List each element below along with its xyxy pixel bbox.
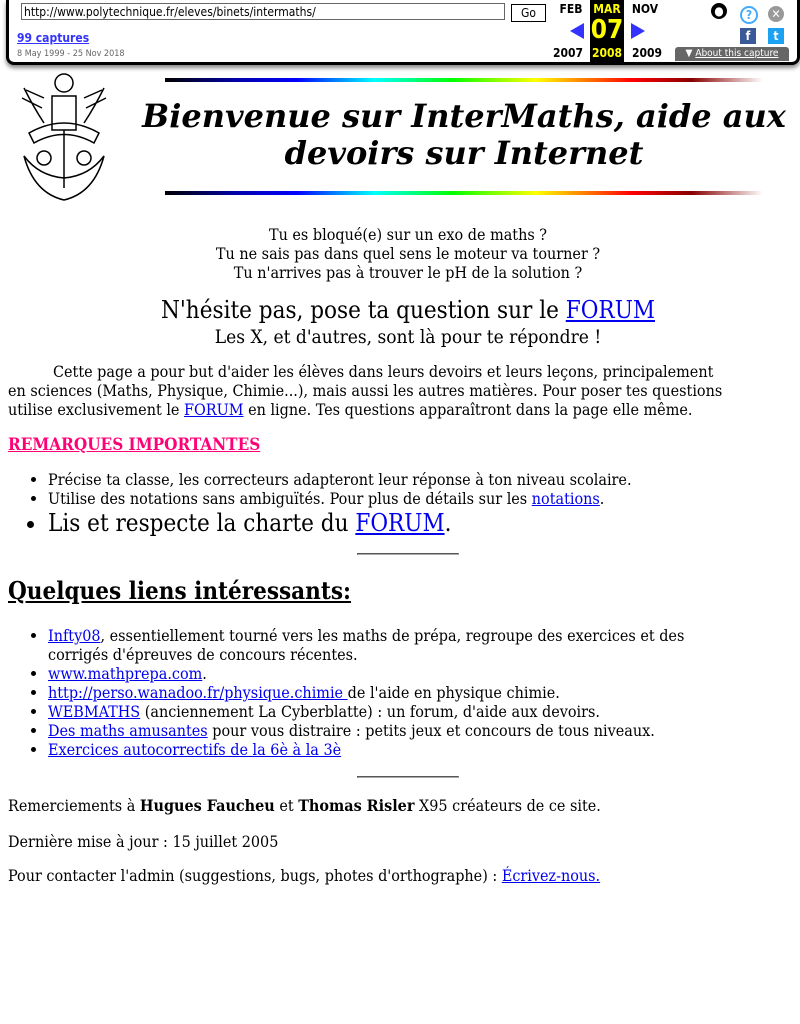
forum-link[interactable]: FORUM bbox=[565, 296, 655, 324]
forum-charter-link[interactable]: FORUM bbox=[355, 509, 445, 537]
question-3: Tu n'arrives pas à trouver le pH de la solution ? bbox=[233, 263, 583, 282]
twitter-icon[interactable]: t bbox=[768, 28, 784, 44]
next-arrow-icon[interactable] bbox=[631, 23, 645, 39]
question-1: Tu es bloqué(e) sur un exo de maths ? bbox=[268, 225, 548, 244]
last-updated: Dernière mise à jour : 15 juillet 2005 bbox=[8, 832, 279, 851]
list-item: • http://perso.wanadoo.fr/physique.chimie de l'aide en physique chimie. bbox=[48, 683, 684, 702]
thanks-text: Remerciements à Hugues Faucheu et Thomas Risler X95 créateurs de ce site. bbox=[8, 796, 601, 815]
remarks-list bbox=[0, 470, 632, 538]
list-item: • Précise ta classe, les correcteurs adapteront leur réponse à ton niveau scolaire. bbox=[48, 470, 632, 489]
forum-cta: N'hésite pas, pose ta question sur le FORUM bbox=[160, 296, 655, 324]
wayback-toolbar bbox=[6, 0, 800, 65]
prev-year[interactable]: 2007 bbox=[552, 46, 584, 60]
exercices-link[interactable]: Exercices autocorrectifs de la 6è à la 3è bbox=[48, 740, 342, 759]
rainbow-divider-bottom bbox=[165, 191, 763, 195]
links-heading: Quelques liens intéressants: bbox=[8, 576, 351, 605]
divider bbox=[357, 553, 459, 555]
go-button[interactable]: Go bbox=[511, 4, 546, 22]
intro-questions bbox=[0, 225, 800, 282]
list-item: • Des maths amusantes pour vous distraire : petits jeux et concours de tous niveaux. bbox=[48, 721, 684, 740]
user-icon[interactable]: ● bbox=[711, 3, 727, 19]
contact-text: Pour contacter l'admin (suggestions, bugs, photes d'orthographe) : Écrivez-nous. bbox=[8, 866, 601, 885]
list-item: • WEBMATHS (anciennement La Cyberblatte) : un forum, d'aide aux devoirs. bbox=[48, 702, 684, 721]
remarks-heading: REMARQUES IMPORTANTES bbox=[8, 435, 261, 455]
webmaths-link[interactable]: WEBMATHS bbox=[48, 702, 141, 721]
current-year: 2008 bbox=[591, 46, 623, 60]
captures-link[interactable]: 99 captures bbox=[17, 31, 90, 45]
polytechnique-crest-logo bbox=[14, 68, 114, 204]
list-item bbox=[48, 740, 684, 759]
question-2: Tu ne sais pas dans quel sens le moteur va tourner ? bbox=[215, 244, 601, 263]
notations-link[interactable]: notations bbox=[531, 489, 600, 508]
links-list bbox=[0, 626, 684, 759]
cta-subtitle: Les X, et d'autres, sont là pour te répondre ! bbox=[214, 326, 602, 348]
facebook-icon[interactable]: f bbox=[740, 28, 756, 44]
intro-paragraph: Cette page a pour but d'aider les élèves dans leurs devoirs et leurs leçons, principalement en sciences (Maths, Physique, Chimie...), mais aussi les autres matières. Pour poser tes questions utilise exclusivement le FORUM en ligne. Tes questions apparaîtront dans la page elle même. bbox=[8, 362, 723, 419]
prev-arrow-icon[interactable] bbox=[570, 23, 584, 39]
next-year[interactable]: 2009 bbox=[631, 46, 663, 60]
next-month[interactable]: NOV bbox=[631, 2, 659, 16]
list-item: • www.mathprepa.com. bbox=[48, 664, 684, 683]
mathprepa-link[interactable]: www.mathprepa.com bbox=[48, 664, 203, 683]
prev-month[interactable]: FEB bbox=[559, 2, 583, 16]
close-icon[interactable]: ✕ bbox=[768, 6, 784, 22]
forum-link-inline[interactable]: FORUM bbox=[184, 400, 244, 419]
divider bbox=[357, 776, 459, 778]
help-icon[interactable]: ? bbox=[740, 6, 758, 24]
list-item: • Lis et respecte la charte du FORUM. bbox=[48, 508, 632, 538]
list-item: • Utilise des notations sans ambiguïtés. Pour plus de détails sur les notations. bbox=[48, 489, 632, 508]
capture-range: 8 May 1999 - 25 Nov 2018 bbox=[17, 49, 125, 59]
url-input[interactable] bbox=[21, 3, 505, 20]
about-capture-button[interactable]: ▼ About this capture bbox=[675, 47, 789, 61]
contact-link[interactable]: Écrivez-nous. bbox=[501, 866, 601, 885]
page-title: Bienvenue sur InterMaths, aide aux devoirs sur Internet bbox=[142, 97, 786, 172]
maths-amusantes-link[interactable]: Des maths amusantes bbox=[48, 721, 208, 740]
current-month: MAR bbox=[593, 2, 621, 16]
list-item: • Infty08, essentiellement tourné vers les maths de prépa, regroupe des exercices et des corrigés d'épreuves de concours récentes. bbox=[48, 626, 684, 664]
rainbow-divider-top bbox=[165, 78, 763, 82]
current-day: 07 bbox=[590, 15, 624, 45]
infty08-link[interactable]: Infty08 bbox=[48, 626, 101, 645]
physique-chimie-link[interactable]: http://perso.wanadoo.fr/physique.chimie bbox=[48, 683, 348, 702]
